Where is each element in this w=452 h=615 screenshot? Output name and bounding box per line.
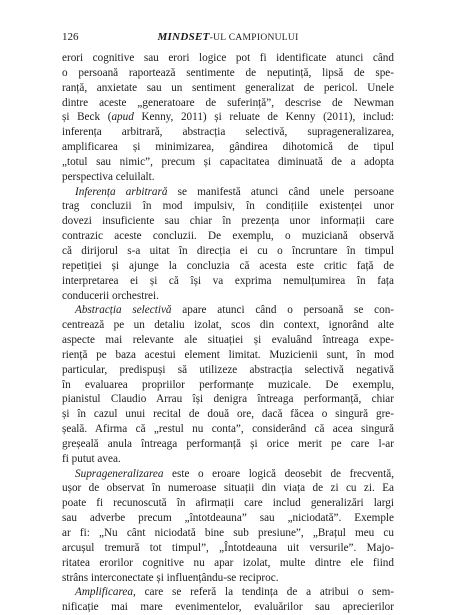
line-text: inferența arbitrară, abstracția selectivă, suprageneralizarea, — [62, 126, 394, 139]
line-text: dovezi insuficiente sau chiar în prezența unor informații care — [62, 215, 394, 228]
text-line — [62, 378, 394, 393]
line-text: contrazic aceste concluzii. De exemplu, o muziciană observă — [62, 230, 394, 243]
line-text: conducerii orchestrei. — [62, 289, 159, 302]
text-line — [62, 407, 394, 422]
text-line — [62, 511, 394, 526]
text-line — [62, 125, 394, 140]
line-text: și în cazul unui recital de două ore, dacă făcea o singură gre- — [62, 408, 394, 421]
line-text: că dirijorul s-a uitat în direcția ei cu o încruntare în timpul — [62, 244, 394, 257]
page-header — [62, 29, 394, 45]
text-line — [62, 51, 394, 66]
text-line — [62, 140, 394, 155]
line-text: aspecte mai relevante ale situației și evaluând întreaga expe- — [62, 334, 394, 347]
page-number: 126 — [62, 31, 79, 43]
text-line — [62, 110, 394, 125]
text-line — [62, 481, 394, 496]
line-text: dintre aceste „generatoare de suferință”, descrise de Newman — [62, 96, 394, 109]
text-line — [62, 600, 394, 615]
line-italic: Amplificarea, — [75, 586, 136, 599]
text-line — [62, 526, 394, 541]
line-italic: apud — [111, 111, 134, 124]
line-text: poate fi recunoscută în afirmații care includ generalizări largi — [62, 497, 394, 510]
text-line — [62, 170, 394, 185]
line-text: erori cognitive sau erori logice pot fi identificate atunci când — [62, 52, 394, 64]
text-line — [62, 541, 394, 556]
text-line — [62, 392, 394, 407]
line-text: riență pe baza acestui element limitat. Muzicienii sunt, în mod — [62, 348, 394, 361]
body-text — [62, 51, 394, 615]
text-line — [62, 452, 394, 467]
text-line — [62, 244, 394, 259]
text-line — [62, 496, 394, 511]
line-text: și Beck ( — [62, 111, 112, 124]
text-line — [62, 437, 394, 452]
line-text: perspectiva celuilalt. — [62, 170, 155, 183]
text-line — [62, 333, 394, 348]
text-line — [62, 66, 394, 81]
line-text: nificație mai mare evenimentelor, evaluărilor sau aprecierilor — [62, 601, 394, 614]
line-text: particular, predispuși să utilizeze abstracția selectivă negativă — [62, 363, 394, 376]
line-text: arcușul tremură tot timpul”, „Întotdeauna uit versurile”. Majo- — [62, 541, 394, 554]
text-line — [62, 556, 394, 571]
line-text: ranță, anxietate sau un sentiment generalizat de pericol. Unele — [62, 81, 394, 94]
line-text-after: este o eroare logică deosebit de frecventă, — [163, 467, 394, 480]
text-line — [62, 214, 394, 229]
line-text: interpretarea ei și că își va exprima nemulțumirea în fața — [62, 274, 394, 287]
line-text: trag concluzii în mod impulsiv, în condițiile existenței unor — [62, 200, 394, 213]
line-italic: Inferența arbitrară — [75, 185, 168, 198]
line-text: ușor de observat în numeroase situații din viața de zi cu zi. Ea — [62, 482, 394, 495]
text-line — [62, 585, 394, 600]
text-line — [62, 318, 394, 333]
running-title-rest: -UL CAMPIONULUI — [209, 33, 299, 43]
line-text: „totul sau nimic”, precum și capacitatea diminuată de a adopta — [62, 155, 394, 168]
line-text: pianistul Claudio Arrau își denigra întreaga performanță, chiar — [62, 393, 394, 406]
line-text: șeală. Afirma că „restul nu conta”, considerând că acea singură — [62, 423, 394, 436]
text-line — [62, 348, 394, 363]
line-italic: Suprageneralizarea — [75, 467, 164, 480]
line-text: ar fi: „Nu cânt niciodată bine sub presiune”, „Brațul meu cu — [62, 527, 394, 539]
text-line — [62, 422, 394, 437]
line-text-after: apare atunci când o persoană se con- — [171, 304, 394, 317]
line-text-after: se manifestă atunci când unele persoane — [167, 185, 394, 198]
line-text: centrează pe un detaliu izolat, scos din context, ignorând alte — [62, 319, 394, 332]
text-line — [62, 81, 394, 96]
text-line — [62, 274, 394, 289]
text-line — [62, 229, 394, 244]
line-text: greșeală anula întreaga performanță și orice merit pe care l-ar — [62, 437, 394, 450]
line-text: o persoană raportează sentimente de neputință, lipsă de spe- — [62, 66, 394, 79]
text-line — [62, 96, 394, 111]
line-italic: Abstracția selectivă — [75, 304, 172, 317]
text-line — [62, 289, 394, 304]
line-text-after: care se referă la tendința de a atribui o sem- — [135, 586, 394, 599]
line-text-after: Kenny, 2011) și reluate de Kenny (2011), includ: — [133, 111, 394, 124]
text-line — [62, 259, 394, 274]
text-line — [62, 571, 394, 586]
text-line — [62, 155, 394, 170]
line-text: fi putut avea. — [62, 452, 121, 465]
text-line — [62, 199, 394, 214]
line-text: în evaluarea propriilor performanțe muzicale. De exemplu, — [62, 378, 394, 391]
line-text: amplificarea și minimizarea, gândirea dihotomică de tipul — [62, 141, 394, 154]
line-text: repetiției și ajunge la concluzia că acesta este critic față de — [62, 259, 394, 272]
running-title — [62, 29, 394, 46]
line-text: strâns interconectate și influențându-se reciproc. — [62, 571, 279, 584]
text-line — [62, 467, 394, 482]
line-text: sau adverbe precum „întotdeauna” sau „niciodată”. Exemple — [62, 512, 394, 525]
text-line — [62, 303, 394, 318]
text-line — [62, 363, 394, 378]
running-title-emphasis: MINDSET — [157, 31, 210, 43]
line-text: ritatea erorilor cognitive nu apar izolat, multe dintre ele fiind — [62, 556, 394, 569]
text-line — [62, 185, 394, 200]
